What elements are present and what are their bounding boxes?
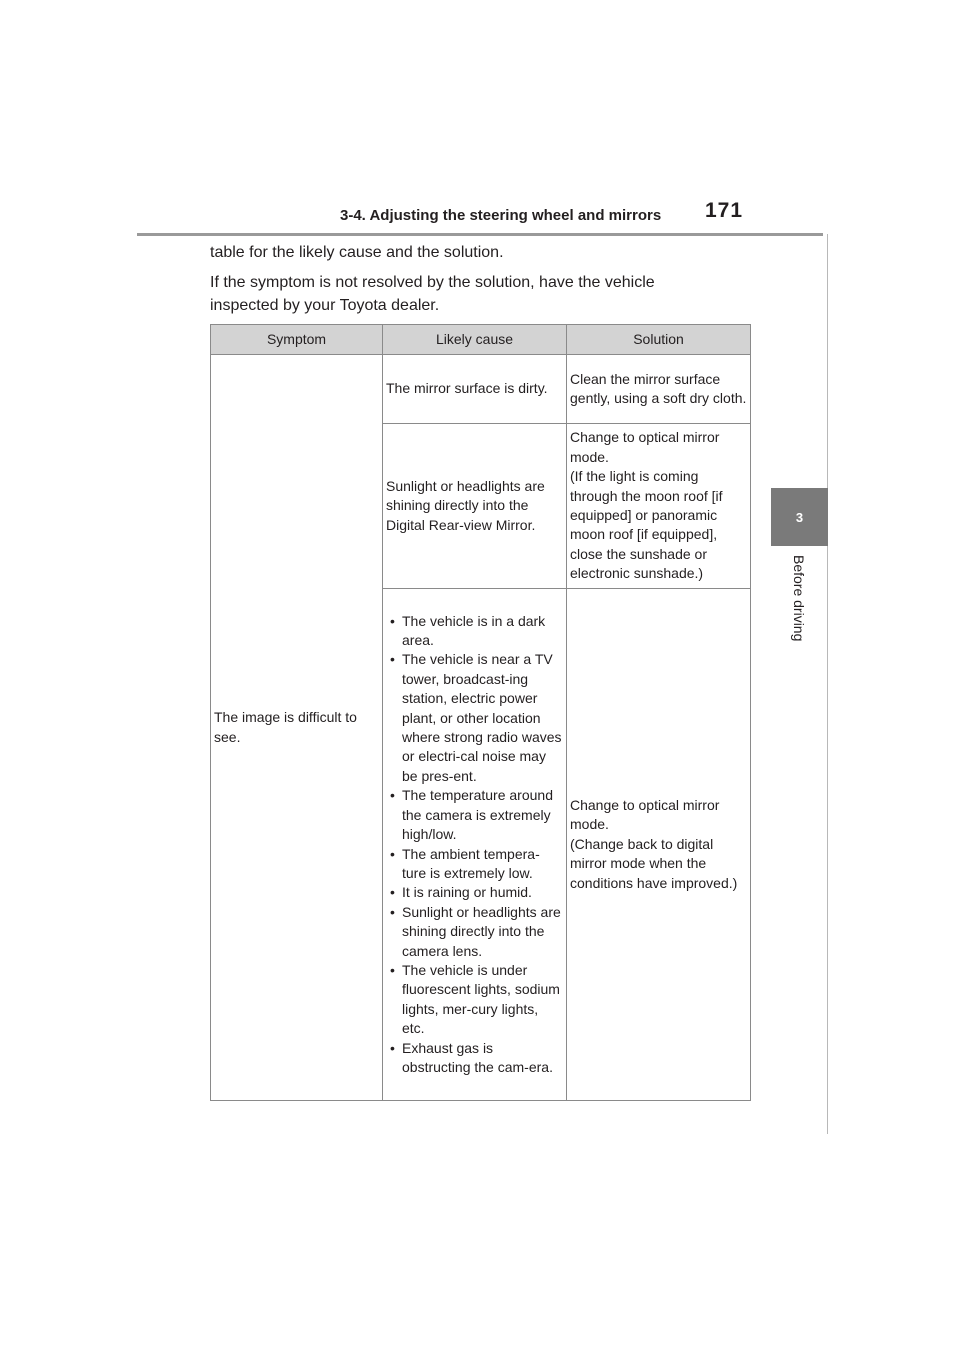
cause-list-item: • Sunlight or headlights are shining directly into the camera lens. (386, 903, 563, 961)
cause-list (386, 612, 563, 1078)
column-header-solution: Solution (567, 325, 751, 355)
cause-cell: Sunlight or headlights are shining directly into the Digital Rear-view Mirror. (383, 424, 567, 589)
cause-list-item: • The vehicle is in a dark area. (386, 612, 563, 651)
side-rule (827, 234, 828, 1134)
page-number: 171 (705, 199, 744, 222)
symptom-cell: The image is difficult to see. (211, 355, 383, 1101)
solution-line: (If the light is coming through the moon roof [if equipped] or panoramic moon roof [if equipped], close the sunshade or electronic sunshade.) (570, 468, 723, 582)
header-rule (137, 233, 823, 236)
solution-cell (567, 589, 751, 1101)
cause-list-item: • The ambient tempera-ture is extremely low. (386, 845, 563, 884)
cause-cell (383, 589, 567, 1101)
solution-line: Change to optical mirror mode. (570, 796, 720, 833)
section-title: 3-4. Adjusting the steering wheel and mirrors (340, 207, 662, 224)
column-header-cause: Likely cause (383, 325, 567, 355)
cause-list-item: • The vehicle is under fluorescent lights, sodium lights, mer-cury lights, etc. (386, 961, 563, 1039)
chapter-number: 3 (795, 509, 804, 525)
table-header-row (211, 325, 751, 355)
solution-cell (567, 424, 751, 589)
column-header-symptom: Symptom (211, 325, 383, 355)
cause-list-item: • The temperature around the camera is extremely high/low. (386, 786, 563, 844)
solution-cell: Clean the mirror surface gently, using a soft dry cloth. (567, 355, 751, 424)
solution-line: (Change back to digital mirror mode when the conditions have improved.) (570, 835, 738, 891)
solution-line: Change to optical mirror mode. (570, 429, 720, 465)
chapter-tab (771, 488, 828, 546)
cause-cell: The mirror surface is dirty. (383, 355, 567, 424)
chapter-label: Before driving (791, 555, 807, 642)
cause-list-item: • It is raining or humid. (386, 883, 563, 902)
table-row (211, 355, 751, 424)
cause-list-item: • The vehicle is near a TV tower, broadcast-ing station, electric power plant, or other location where strong radio waves or electri-cal noise may be pres-ent. (386, 650, 563, 786)
intro-paragraph: If the symptom is not resolved by the solution, have the vehicle inspected by your Toyota dealer. (210, 274, 655, 314)
cause-list-item: • Exhaust gas is obstructing the cam-era. (386, 1039, 563, 1078)
troubleshooting-table (210, 324, 751, 1101)
intro-line: table for the likely cause and the solution. (210, 244, 504, 261)
